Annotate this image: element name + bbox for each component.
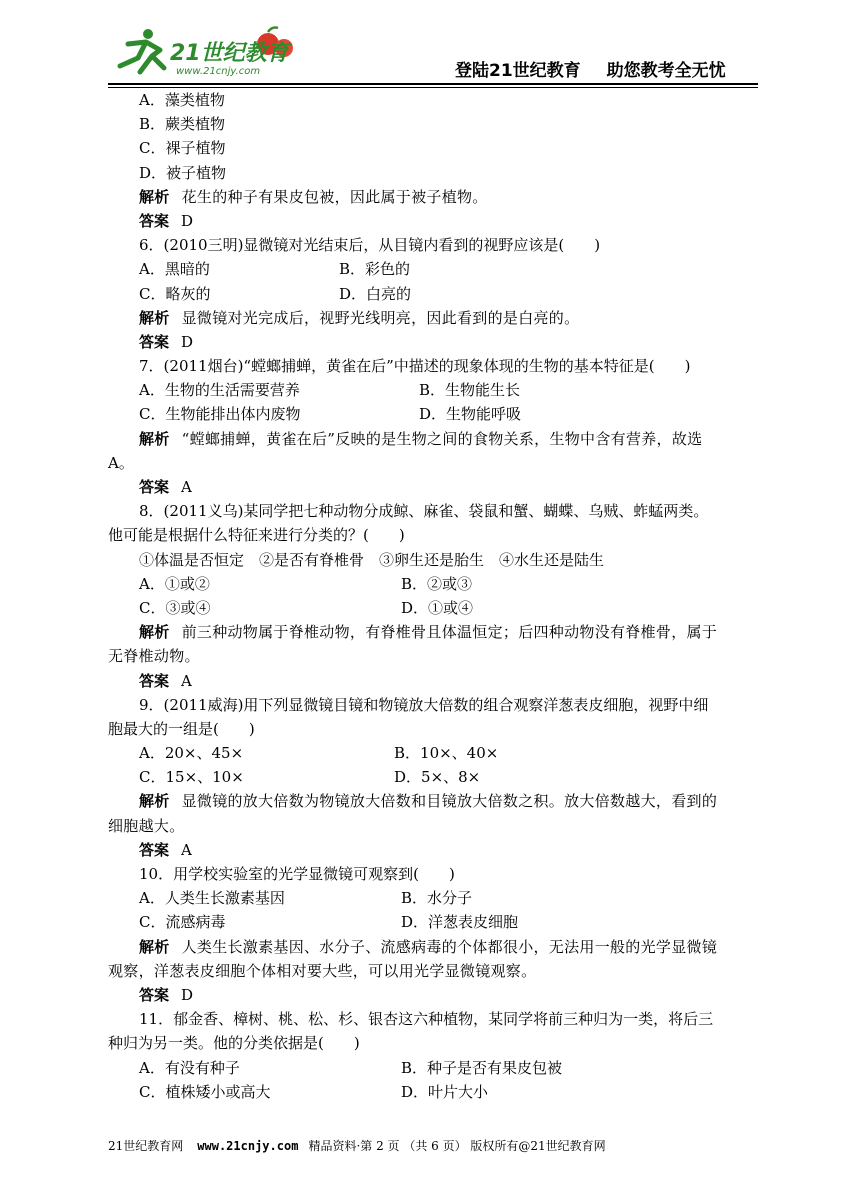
text-line xyxy=(108,402,758,426)
text-line xyxy=(108,596,758,620)
line-text: “螳螂捕蝉，黄雀在后”反映的是生物之间的食物关系，生物中含有营养，故选 xyxy=(181,429,703,448)
page-footer xyxy=(108,1137,758,1154)
line-text: A xyxy=(181,671,192,690)
line-text: 人类生长激素基因、水分子、流感病毒的个体都很小，无法用一般的光学显微镜 xyxy=(181,937,718,956)
page-header xyxy=(0,0,860,88)
line-text: D xyxy=(181,332,194,351)
document-body xyxy=(108,88,758,1104)
header-rule-thick xyxy=(108,83,758,85)
line-text: D xyxy=(181,211,194,230)
logo-text: 21世纪教育 xyxy=(170,41,289,66)
line-text: 6．(2010三明)显微镜对光结束后，从目镜内看到的视野应该是( ) xyxy=(139,236,601,255)
answer-line xyxy=(108,669,758,693)
explanation-line xyxy=(108,306,758,330)
line-text: 观察，洋葱表皮细胞个体相对要大些，可以用光学显微镜观察。 xyxy=(108,961,537,980)
answer-label: 答案 xyxy=(139,211,170,230)
text-line xyxy=(108,451,758,475)
text-line xyxy=(108,548,758,572)
text-line xyxy=(108,282,758,306)
explanation-line xyxy=(108,427,758,451)
line-text: C．流感病毒 xyxy=(139,913,226,932)
option-second-column: B．彩色的 xyxy=(339,260,411,279)
line-text: D xyxy=(181,985,194,1004)
header-slogan xyxy=(455,56,752,81)
answer-line xyxy=(108,983,758,1007)
line-text: C．15×、10× xyxy=(139,768,244,787)
text-line xyxy=(108,717,758,741)
explanation-line xyxy=(108,935,758,959)
line-text: 显微镜的放大倍数为物镜放大倍数和目镜放大倍数之积。放大倍数越大，看到的 xyxy=(181,792,718,811)
footer-site: 21世纪教育网 xyxy=(108,1139,184,1153)
option-second-column: B．生物能生长 xyxy=(419,381,521,400)
line-text: A xyxy=(181,840,192,859)
answer-line xyxy=(108,838,758,862)
option-second-column: D．白亮的 xyxy=(339,284,412,303)
line-text: A xyxy=(181,478,192,496)
line-text: A．藻类植物 xyxy=(139,91,225,109)
answer-line xyxy=(108,475,758,499)
text-line xyxy=(108,1056,758,1080)
footer-page-info: 精品资料·第 2 页 （共 6 页） 版权所有@21世纪教育网 xyxy=(308,1139,606,1153)
text-line xyxy=(108,814,758,838)
answer-line xyxy=(108,330,758,354)
line-text: C．裸子植物 xyxy=(139,139,226,158)
line-text: A．生物的生活需要营养 xyxy=(139,381,300,400)
line-text: C．③或④ xyxy=(139,598,211,617)
text-line xyxy=(108,886,758,910)
line-text: A．人类生长激素基因 xyxy=(139,889,285,908)
line-text: A。 xyxy=(108,453,134,472)
text-line xyxy=(108,910,758,934)
line-text: A．20×、45× xyxy=(139,744,244,763)
answer-line xyxy=(108,209,758,233)
answer-label: 答案 xyxy=(139,332,170,351)
text-line xyxy=(108,959,758,983)
line-text: 前三种动物属于脊椎动物，有脊椎骨且体温恒定；后四种动物没有脊椎骨，属于 xyxy=(181,623,718,642)
option-second-column: D．洋葱表皮细胞 xyxy=(401,913,519,932)
option-second-column: B．10×、40× xyxy=(394,744,499,763)
line-text: 细胞越大。 xyxy=(108,816,185,835)
line-text: 10．用学校实验室的光学显微镜可观察到( ) xyxy=(139,865,455,883)
text-line xyxy=(108,354,758,378)
explanation-label: 解析 xyxy=(139,308,170,327)
text-line xyxy=(108,1031,758,1055)
footer-url[interactable]: www.21cnjy.com xyxy=(197,1139,299,1153)
option-second-column: B．水分子 xyxy=(401,889,473,908)
text-line xyxy=(108,741,758,765)
explanation-line xyxy=(108,620,758,644)
explanation-label: 解析 xyxy=(139,937,170,956)
explanation-line xyxy=(108,789,758,813)
text-line xyxy=(108,161,758,185)
explanation-line xyxy=(108,185,758,209)
answer-label: 答案 xyxy=(139,478,170,496)
option-second-column: D．5×、8× xyxy=(394,768,481,787)
line-text: D．被子植物 xyxy=(139,163,227,182)
line-text: C．略灰的 xyxy=(139,284,211,303)
slogan-login: 登陆21世纪教育 xyxy=(455,61,581,81)
line-text: 花生的种子有果皮包被，因此属于被子植物。 xyxy=(181,187,488,206)
answer-label: 答案 xyxy=(139,671,170,690)
option-second-column: D．叶片大小 xyxy=(401,1082,489,1101)
text-line xyxy=(108,257,758,281)
text-line xyxy=(108,765,758,789)
line-text: 11．郁金香、樟树、桃、松、杉、银杏这六种植物，某同学将前三种归为一类，将后三 xyxy=(139,1010,714,1029)
text-line xyxy=(108,1007,758,1031)
option-second-column: B．②或③ xyxy=(401,574,473,593)
text-line xyxy=(108,233,758,257)
line-text: C．植株矮小或高大 xyxy=(139,1082,271,1101)
text-line xyxy=(108,523,758,547)
explanation-label: 解析 xyxy=(139,623,170,642)
line-text: A．①或② xyxy=(139,574,210,593)
line-text: 胞最大的一组是( ) xyxy=(108,719,255,738)
line-text: 种归为另一类。他的分类依据是( ) xyxy=(108,1034,360,1053)
option-second-column: D．①或④ xyxy=(401,598,474,617)
explanation-label: 解析 xyxy=(139,429,170,448)
line-text: B．蕨类植物 xyxy=(139,115,226,134)
text-line xyxy=(108,112,758,136)
line-text: 9．(2011威海)用下列显微镜目镜和物镜放大倍数的组合观察洋葱表皮细胞，视野中细 xyxy=(139,695,709,714)
answer-label: 答案 xyxy=(139,985,170,1004)
text-line xyxy=(108,693,758,717)
line-text: A．有没有种子 xyxy=(139,1058,240,1077)
logo-url: www.21cnjy.com xyxy=(176,66,261,77)
text-line xyxy=(108,88,758,112)
text-line xyxy=(108,644,758,668)
site-logo[interactable] xyxy=(108,22,308,82)
line-text: 无脊椎动物。 xyxy=(108,647,200,666)
line-text: 8．(2011义乌)某同学把七种动物分成鲸、麻雀、袋鼠和蟹、蝴蝶、乌贼、蚱蜢两类。 xyxy=(139,502,709,521)
text-line xyxy=(108,136,758,160)
slogan-motto: 助您教考全无忧 xyxy=(606,61,726,81)
explanation-label: 解析 xyxy=(139,187,170,206)
text-line xyxy=(108,862,758,886)
option-second-column: D．生物能呼吸 xyxy=(419,405,522,424)
line-text: 7．(2011烟台)“螳螂捕蝉，黄雀在后”中描述的现象体现的生物的基本特征是( ) xyxy=(139,357,691,376)
line-text: A．黑暗的 xyxy=(139,260,210,279)
text-line xyxy=(108,499,758,523)
text-line xyxy=(108,572,758,596)
text-line xyxy=(108,378,758,402)
answer-label: 答案 xyxy=(139,840,170,859)
running-figure-icon xyxy=(120,29,164,72)
line-text: 他可能是根据什么特征来进行分类的？( ) xyxy=(108,526,405,545)
text-line xyxy=(108,1080,758,1104)
line-text: 显微镜对光完成后，视野光线明亮，因此看到的是白亮的。 xyxy=(181,308,580,327)
line-text: C．生物能排出体内废物 xyxy=(139,405,301,424)
explanation-label: 解析 xyxy=(139,792,170,811)
line-text: ①体温是否恒定 ②是否有脊椎骨 ③卵生还是胎生 ④水生还是陆生 xyxy=(139,550,605,569)
option-second-column: B．种子是否有果皮包被 xyxy=(401,1058,563,1077)
